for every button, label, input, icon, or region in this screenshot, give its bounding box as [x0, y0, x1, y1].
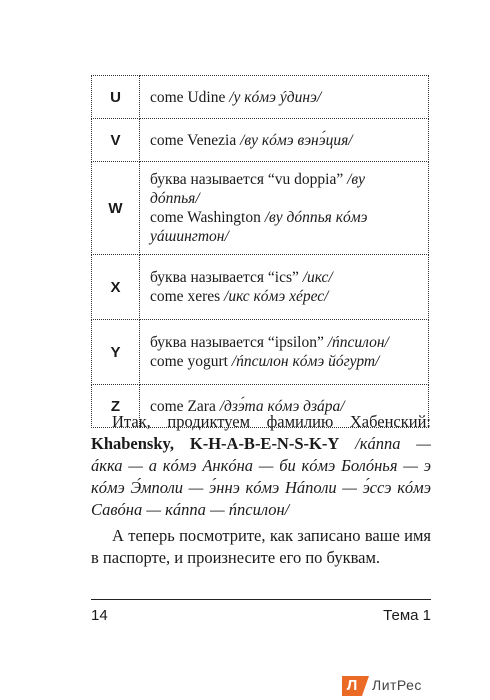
- description-line: [150, 208, 420, 227]
- description-line: [150, 268, 420, 287]
- transcription: /у кóмэ ýдинэ/: [229, 88, 322, 106]
- line-text: буква называется “ics”: [150, 269, 303, 286]
- table-row: [92, 320, 429, 385]
- transcription: уáшингтон/: [150, 228, 229, 245]
- transcription: дóппья/: [150, 190, 200, 207]
- table-row: [92, 162, 429, 255]
- description-line: [150, 287, 420, 306]
- line-text: come Washington: [150, 209, 265, 226]
- letter-cell: X: [92, 255, 140, 320]
- letter-cell: Y: [92, 320, 140, 385]
- description-line: [150, 131, 420, 150]
- letter-cell: U: [92, 76, 140, 119]
- table-row: [92, 119, 429, 162]
- description-cell: [140, 119, 429, 162]
- line-text: come xeres: [150, 288, 225, 305]
- alphabet-table: [91, 75, 429, 428]
- description-cell: [140, 320, 429, 385]
- line-text: come Zara: [150, 397, 220, 415]
- letter-cell: W: [92, 162, 140, 255]
- litres-logo-icon: Л: [342, 676, 362, 696]
- spelling-transcription: /кáппа — áкка — а кóмэ Анкóна — би кóмэ Болóнья — э кóмэ Э́мполи — э́ннэ кóмэ Нáполи — э́ссэ кóмэ Савóна — кáппа — ńпсилон/: [91, 434, 431, 519]
- letter-cell: V: [92, 119, 140, 162]
- transcription: /ву: [347, 171, 365, 188]
- spelled-surname: Khabensky, K-H-A-B-E-N-S-K-Y: [91, 434, 340, 453]
- description-cell: [140, 76, 429, 119]
- line-text: буква называется “vu doppia”: [150, 171, 348, 188]
- body-text: [91, 411, 431, 569]
- paragraph-spelling: [91, 411, 431, 521]
- table-row: [92, 76, 429, 119]
- description-line: [150, 227, 420, 246]
- paragraph-instruction: А теперь посмотрите, как записано ваше имя в паспорте, и произнесите его по буквам.: [91, 526, 431, 567]
- line-text: come Venezia: [150, 131, 241, 149]
- line-text: come Udine: [150, 88, 230, 106]
- transcription: /икс/: [302, 269, 333, 286]
- transcription: /дзэ́та кóмэ дзáра/: [219, 397, 345, 415]
- description-cell: [140, 255, 429, 320]
- description-line: [150, 189, 420, 208]
- page-number: 14: [91, 607, 108, 624]
- transcription: /ву дóппья кóмэ: [264, 209, 368, 226]
- table-row: [92, 255, 429, 320]
- line-text: буква называется “ipsilon”: [150, 334, 328, 351]
- description-line: [150, 88, 420, 107]
- description-line: [150, 170, 420, 189]
- letter-cell: Z: [92, 385, 140, 428]
- description-cell: [140, 162, 429, 255]
- watermark-text: ЛитРес: [372, 677, 422, 693]
- transcription: /икс кóмэ хéрес/: [224, 288, 329, 305]
- chapter-label: Тема 1: [383, 607, 431, 624]
- transcription: /ńпсилон кóмэ йóгурт/: [231, 353, 380, 370]
- description-line: [150, 333, 420, 352]
- transcription: /ńпсилон/: [327, 334, 389, 351]
- description-line: [150, 352, 420, 371]
- transcription: /ву кóмэ вэнэ́ция/: [240, 131, 353, 149]
- paragraph-intro: Итак, продиктуем фамилию Хабенский:: [112, 412, 431, 431]
- footer-divider: [91, 599, 431, 600]
- line-text: come yogurt: [150, 353, 232, 370]
